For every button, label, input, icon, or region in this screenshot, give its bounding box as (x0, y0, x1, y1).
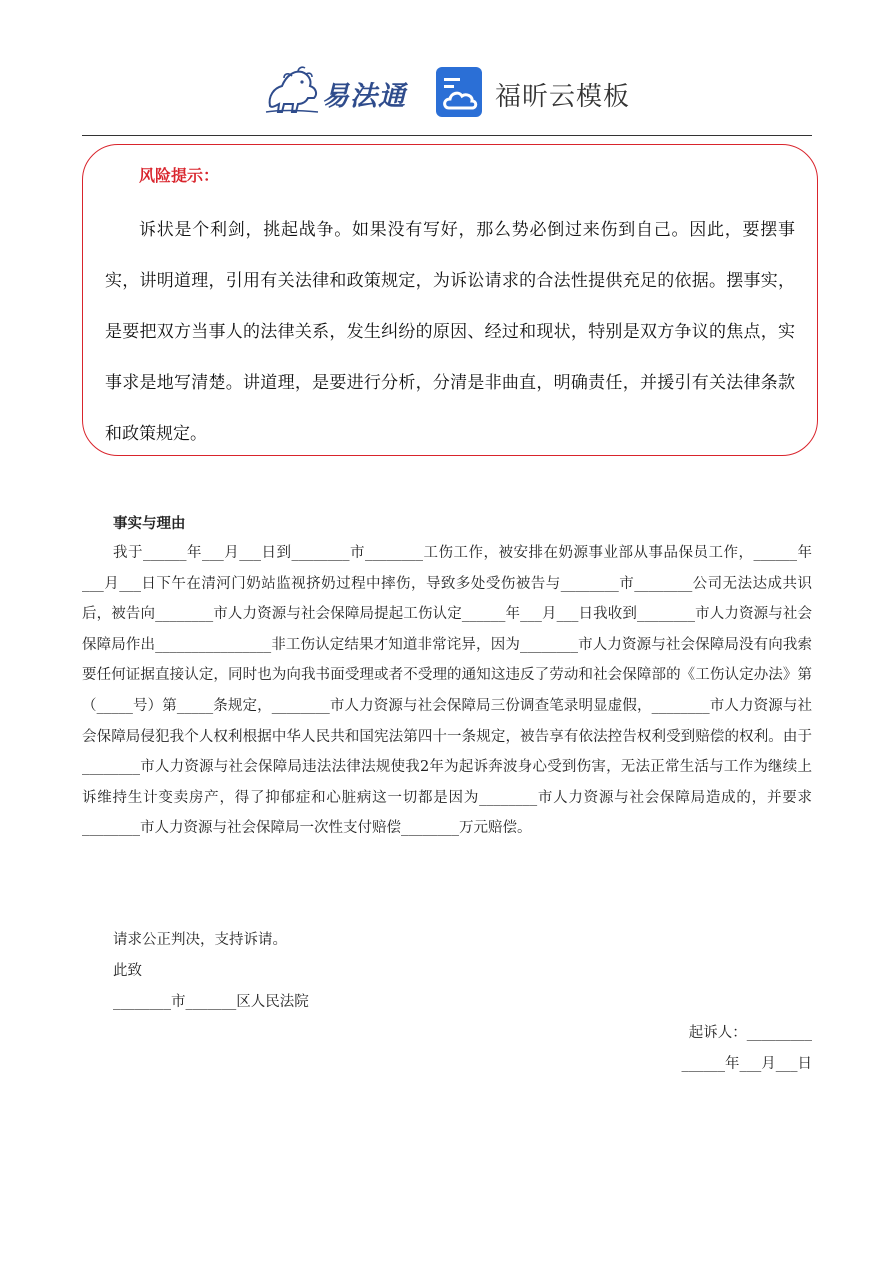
date-line: ______年___月___日 (681, 1056, 812, 1072)
risk-notice-box (82, 144, 818, 456)
fuxin-brand-text: 福昕云模板 (495, 82, 631, 112)
risk-notice-title: 风险提示： (139, 166, 220, 185)
plaintiff-signature-line: 起诉人：_________ (688, 1025, 812, 1041)
court-line: ________市_______区人民法院 (113, 994, 309, 1010)
cloud-document-icon (435, 66, 485, 118)
yifatong-logo (262, 62, 412, 118)
fuxin-logo (435, 66, 635, 118)
risk-notice-text: 诉状是个利剑，挑起战争。如果没有写好，那么势必倒过来伤到自己。因此，要摆事实，讲明道理，引用有关法律和政策规定，为诉讼请求的合法性提供充足的依据。摆事实，是要把双方当事人的法律关系，发生纠纷的原因、经过和现状，特别是双方争议的焦点，实事求是地写清楚。讲道理，是要进行分析，分清是非曲直，明确责任，并援引有关法律条款和政策规定。 (105, 220, 795, 444)
salutation-line: 此致 (113, 963, 142, 979)
facts-paragraph: 我于______年___月___日到________市________工伤工作，被安排在奶源事业部从事品保员工作，______年___月___日下午在清河门奶站监视挤奶过程中摔伤，导致多处受伤被告与________市________公司无法达成共识后，被告向________市人力资源与社会保障局提起工伤认定______年___月___日我收到________市人力资源与社会保障局作出________________非工伤认定结果才知道非常诧异，因为________市人力资源与社会保障局没有向我索要任何证据直接认定，同时也为向我书面受理或者不受理的通知这违反了劳动和社会保障部的《工伤认定办法》第（_____号）第_____条规定，________市人力资源与社会保障局三份调查笔录明显虚假，________市人力资源与社会保障局侵犯我个人权利根据中华人民共和国宪法第四十一条规定，被告享有依法控告权利受到赔偿的权利。由于________市人力资源与社会保障局违法法律法规使我2年为起诉奔波身心受到伤害，无法正常生活与工作为继续上诉维持生计变卖房产，得了抑郁症和心脏病这一切都是因为________市人力资源与社会保障局造成的，并要求________市人力资源与社会保障局一次性支付赔偿________万元赔偿。 (82, 545, 812, 837)
yifatong-brand-text: 易法通 (322, 81, 406, 112)
page-header (0, 58, 893, 128)
request-line: 请求公正判决，支持诉请。 (113, 932, 287, 948)
header-divider (82, 135, 812, 136)
section-title: 事实与理由 (113, 515, 186, 532)
lion-mascot-icon (262, 62, 322, 118)
